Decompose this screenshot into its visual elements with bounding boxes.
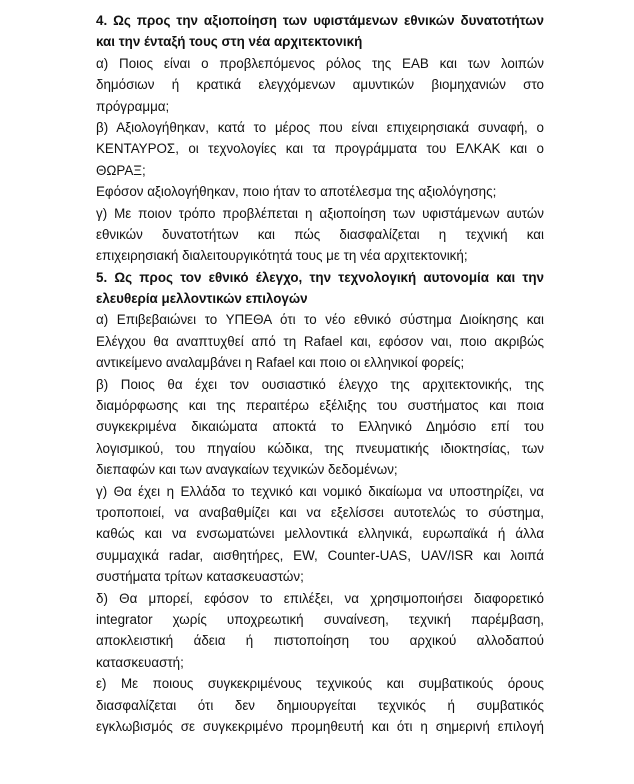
paragraph-line: α) Ποιος είναι ο προβλεπόμενος ρόλος της ΕΑΒ και των λοιπών <box>96 55 544 71</box>
paragraph-line: διαμόρφωσης και της περαιτέρω εξέλιξης του συστήματος και ποια <box>96 398 544 414</box>
section-heading-line: 4. Ως προς την αξιοποίηση των υφιστάμενων εθνικών δυνατοτήτων <box>96 13 544 28</box>
paragraph-line: αντικείμενο αναλαμβάνει η Rafael και ποιο οι ελληνικοί φορείς; <box>96 355 465 371</box>
paragraph-line: καθώς και να ενσωματώνει μελλοντικά ελληνικά, ευρωπαϊκά ή άλλα <box>96 526 544 542</box>
paragraph-line: α) Επιβεβαιώνει το ΥΠΕΘΑ ότι το νέο εθνικό σύστημα Διοίκησης και <box>96 312 544 328</box>
section-heading-line: και την ένταξή τους στη νέα αρχιτεκτονική <box>96 34 363 50</box>
paragraph-line: δ) Θα μπορεί, εφόσον το επιλέξει, να χρησιμοποιήσει διαφορετικό <box>96 590 544 606</box>
paragraph-line: πρόγραμμα; <box>96 98 170 114</box>
paragraph-line: δημόσιων ή κρατικά ελεγχόμενων αμυντικών βιομηχανιών στο <box>96 77 544 93</box>
paragraph-line: εθνικών δυνατοτήτων και πώς διασφαλίζεται η τεχνική και <box>96 226 544 242</box>
paragraph-line: διεπαφών και των αναγκαίων τεχνικών δεδομένων; <box>96 462 398 478</box>
paragraph-line: τροποποιεί, να αναβαθμίζει και να εξελίσσει αυτοτελώς το σύστημα, <box>96 504 544 520</box>
paragraph-line: Εφόσον αξιολογήθηκαν, ποιο ήταν το αποτέλεσμα της αξιολόγησης; <box>96 184 497 200</box>
paragraph-line: γ) Με ποιον τρόπο προβλέπεται η αξιοποίηση των υφιστάμενων αυτών <box>96 205 544 221</box>
paragraph-line: επιχειρησιακή διαλειτουργικότητά τους με τη νέα αρχιτεκτονική; <box>96 248 468 264</box>
paragraph-line: ΘΩΡΑΞ; <box>96 162 146 178</box>
paragraph-line: συμμαχικά radar, αισθητήρες, EW, Counter-UAS, UAV/ISR και λοιπά <box>96 547 544 563</box>
paragraph-line: γ) Θα έχει η Ελλάδα το τεχνικό και νομικό δικαίωμα να υποστηρίζει, να <box>96 483 544 499</box>
paragraph-line: συγκεκριμένα δικαιώματα αποκτά το Ελληνικό Δημόσιο επί του <box>96 419 544 435</box>
paragraph-line: Ελέγχου θα αναπτυχθεί από τη Rafael και, εφόσον ναι, ποιο ακριβώς <box>96 333 544 349</box>
paragraph-line: integrator χωρίς υποχρεωτική συναίνεση, τεχνική παρέμβαση, <box>96 611 544 627</box>
paragraph-line: β) Ποιος θα έχει τον ουσιαστικό έλεγχο της αρχιτεκτονικής, της <box>96 376 544 392</box>
paragraph-line: διασφαλίζεται ότι δεν δημιουργείται τεχνικός ή συμβατικός <box>96 697 544 713</box>
paragraph-line: ε) Με ποιους συγκεκριμένους τεχνικούς και συμβατικούς όρους <box>96 676 544 692</box>
paragraph-line: λογισμικού, του πηγαίου κώδικα, της πνευματικής ιδιοκτησίας, των <box>96 440 544 456</box>
paragraph-line: συστήματα τρίτων κατασκευαστών; <box>96 569 304 585</box>
section-heading-line: ελευθερία μελλοντικών επιλογών <box>96 291 308 307</box>
paragraph-line: κατασκευαστή; <box>96 654 184 670</box>
paragraph-line: β) Αξιολογήθηκαν, κατά το μέρος που είναι επιχειρησιακά συναφή, ο <box>96 119 544 135</box>
document-page <box>96 10 544 737</box>
paragraph-line: εγκλωβισμός σε συγκεκριμένο προμηθευτή και ότι η σημερινή επιλογή <box>96 718 544 734</box>
paragraph-line: αποκλειστική άδεια ή πιστοποίηση του αρχικού αλλοδαπού <box>96 633 544 649</box>
section-heading-line: 5. Ως προς τον εθνικό έλεγχο, την τεχνολογική αυτονομία και την <box>96 269 544 285</box>
paragraph-line: ΚΕΝΤΑΥΡΟΣ, οι τεχνολογίες και τα προγράμματα του ΕΛΚΑΚ και ο <box>96 141 544 157</box>
